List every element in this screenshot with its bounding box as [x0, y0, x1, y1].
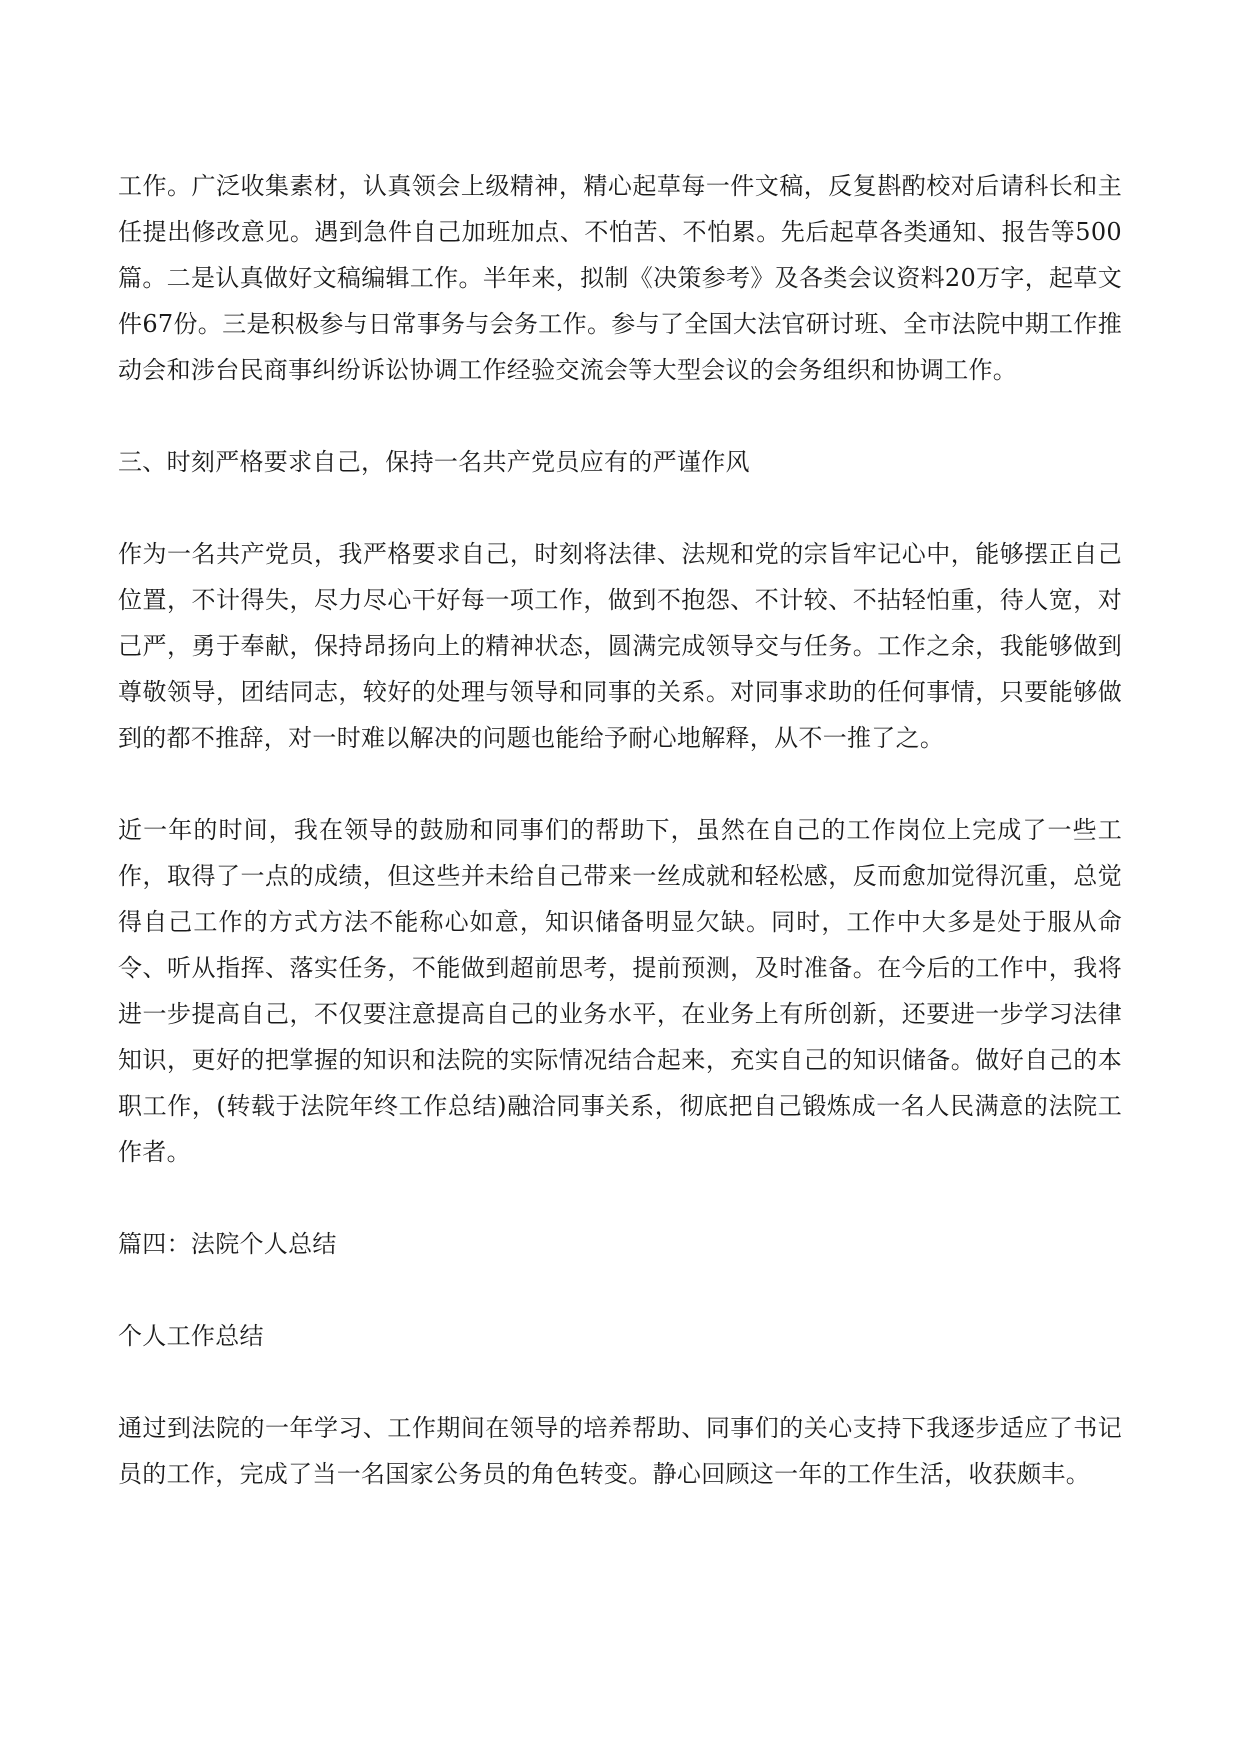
body-paragraph: 工作。广泛收集素材，认真领会上级精神，精心起草每一件文稿，反复斟酌校对后请科长和主任提出修改意见。遇到急件自己加班加点、不怕苦、不怕累。先后起草各类通知、报告等500篇。二是认真做好文稿编辑工作。半年来，拟制《决策参考》及各类会议资料20万字，起草文件67份。三是积极参与日常事务与会务工作。参与了全国大法官研讨班、全市法院中期工作推动会和涉台民商事纠纷诉讼协调工作经验交流会等大型会议的会务组织和协调工作。	[118, 172, 1122, 384]
paragraph-spacer	[118, 761, 1122, 807]
paragraph-spacer	[118, 1359, 1122, 1405]
chapter-heading: 篇四：法院个人总结	[118, 1230, 337, 1258]
document-body	[118, 163, 1122, 1497]
paragraph-spacer	[118, 1267, 1122, 1313]
paragraph-spacer	[118, 485, 1122, 531]
body-paragraph: 近一年的时间，我在领导的鼓励和同事们的帮助下，虽然在自己的工作岗位上完成了一些工作，取得了一点的成绩，但这些并未给自己带来一丝成就和轻松感，反而愈加觉得沉重，总觉得自己工作的方式方法不能称心如意，知识储备明显欠缺。同时，工作中大多是处于服从命令、听从指挥、落实任务，不能做到超前思考，提前预测，及时准备。在今后的工作中，我将进一步提高自己，不仅要注意提高自己的业务水平，在业务上有所创新，还要进一步学习法律知识，更好的把掌握的知识和法院的实际情况结合起来，充实自己的知识储备。做好自己的本职工作，(转载于法院年终工作总结)融洽同事关系，彻底把自己锻炼成一名人民满意的法院工作者。	[118, 816, 1122, 1166]
subtitle-heading: 个人工作总结	[118, 1322, 264, 1350]
section-heading: 三、时刻严格要求自己，保持一名共产党员应有的严谨作风	[118, 448, 750, 476]
body-paragraph: 作为一名共产党员，我严格要求自己，时刻将法律、法规和党的宗旨牢记心中，能够摆正自己位置，不计得失，尽力尽心干好每一项工作，做到不抱怨、不计较、不拈轻怕重，待人宽，对己严，勇于奉献，保持昂扬向上的精神状态，圆满完成领导交与任务。工作之余，我能够做到尊敬领导，团结同志，较好的处理与领导和同事的关系。对同事求助的任何事情，只要能够做到的都不推辞，对一时难以解决的问题也能给予耐心地解释，从不一推了之。	[118, 540, 1122, 752]
paragraph-spacer	[118, 393, 1122, 439]
paragraph-spacer	[118, 1175, 1122, 1221]
body-paragraph: 通过到法院的一年学习、工作期间在领导的培养帮助、同事们的关心支持下我逐步适应了书记员的工作，完成了当一名国家公务员的角色转变。静心回顾这一年的工作生活，收获颇丰。	[118, 1414, 1122, 1488]
